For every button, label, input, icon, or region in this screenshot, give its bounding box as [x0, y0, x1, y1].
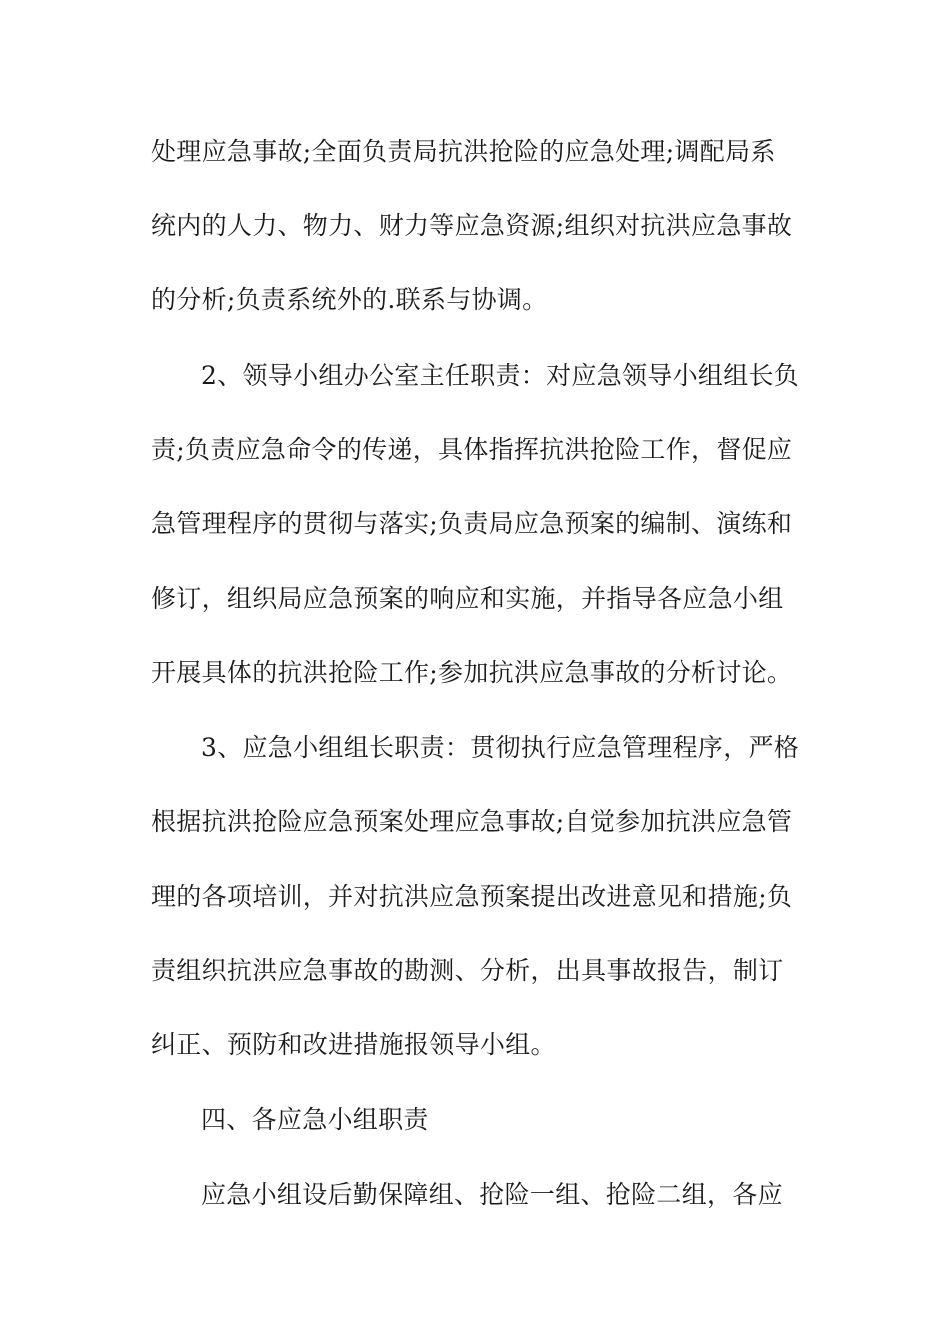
- text-line: 开展具体的抗洪抢险工作;参加抗洪应急事故的分析讨论。: [151, 658, 793, 687]
- text-line: 修订，组织局应急预案的响应和实施，并指导各应急小组: [151, 584, 784, 613]
- paragraph-start-line: 3、应急小组组长职责：贯彻执行应急管理程序，严格: [201, 733, 800, 762]
- text-line: 纠正、预防和改进措施报领导小组。: [151, 1030, 556, 1059]
- section-heading: 四、各应急小组职责: [201, 1105, 429, 1134]
- text-line: 急管理程序的贯彻与落实;负责局应急预案的编制、演练和: [151, 509, 793, 538]
- text-line: 的分析;负责系统外的.联系与协调。: [151, 285, 548, 314]
- text-line: 责;负责应急命令的传递，具体指挥抗洪抢险工作，督促应: [151, 435, 793, 464]
- text-line: 理的各项培训，并对抗洪应急预案提出改进意见和措施;负: [151, 882, 793, 911]
- text-line: 根据抗洪抢险应急预案处理应急事故;自觉参加抗洪应急管: [151, 807, 793, 836]
- text-line: 处理应急事故;全面负责局抗洪抢险的应急处理;调配局系: [151, 137, 776, 166]
- paragraph-start-line: 2、领导小组办公室主任职责：对应急领导小组组长负: [201, 361, 800, 390]
- text-line: 统内的人力、物力、财力等应急资源;组织对抗洪应急事故: [151, 211, 793, 240]
- text-line: 责组织抗洪应急事故的勘测、分析，出具事故报告，制订: [151, 956, 784, 985]
- paragraph-start-line: 应急小组设后勤保障组、抢险一组、抢险二组，各应: [201, 1180, 783, 1209]
